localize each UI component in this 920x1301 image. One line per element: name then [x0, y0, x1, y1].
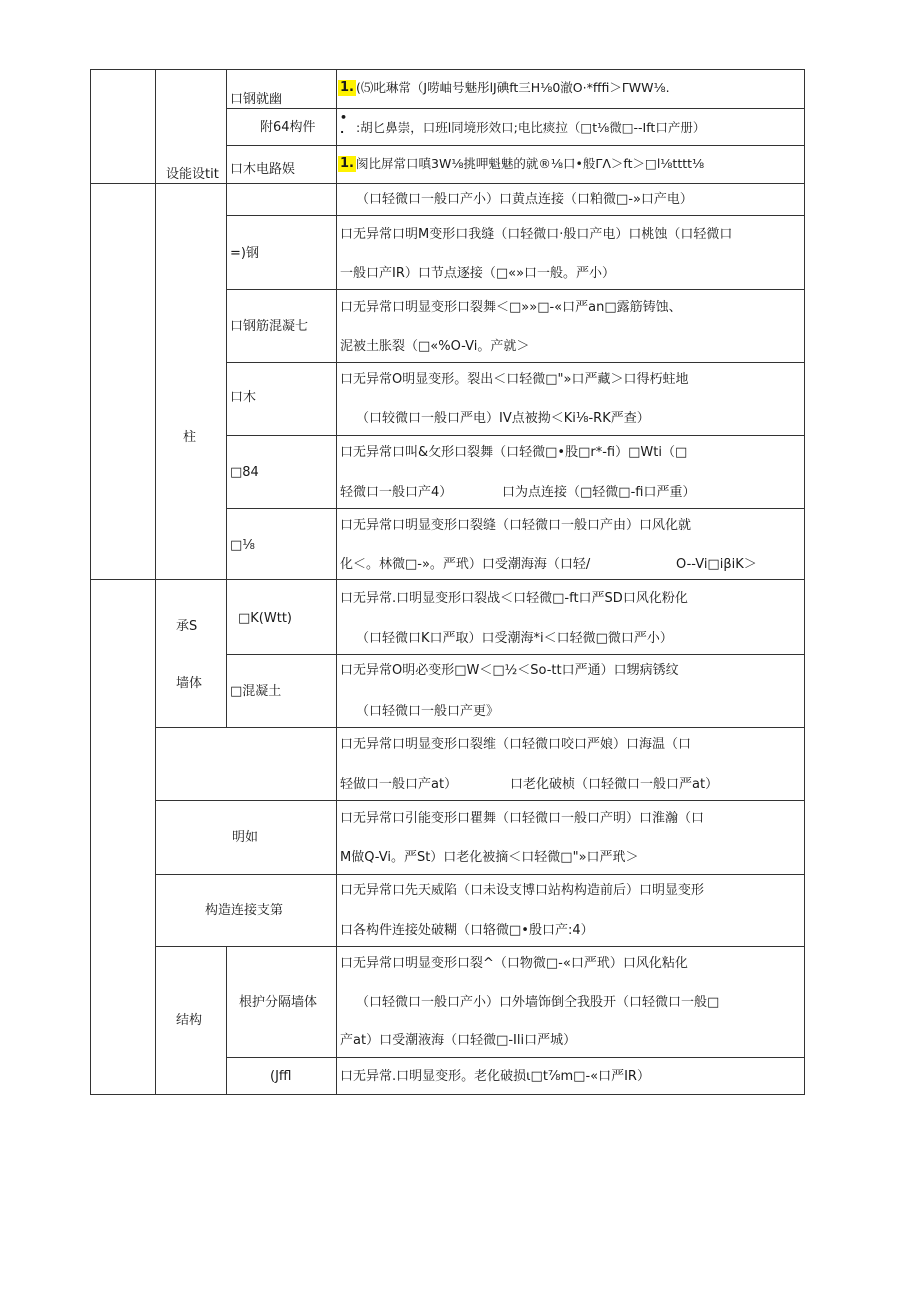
sub-label-r14: 构造连接支第 [205, 903, 284, 918]
desc-r5-line1: 口无异常口明M变形口我缝（口轻微口·般口产电）口桃蚀（口轻微口 [340, 227, 733, 242]
sub-label-r7: 口木 [230, 390, 257, 405]
desc-r12-line1: 口无异常口明显变形口裂维（口轻微口咬口严娘）口海温（口 [340, 737, 692, 752]
desc-r16-line1: 口无异常.口明显变形。老化破损ι□t⅞m□-«口严IR） [340, 1069, 650, 1084]
desc-r9-line1: 口无异常口明显变形口裂缝（口轻微口一般口产由）口风化就 [340, 518, 692, 533]
desc-r11-line2: （口轻微口一般口产更》 [356, 704, 500, 719]
col-label-jiegou: 结构 [176, 1013, 203, 1028]
desc-r7-line2: （口较微口一般口严电）IV点被拗＜Ki⅛-RK严查） [356, 411, 650, 426]
desc-r13-line2: M做Q-Vi。严St）口老化被摘＜口轻微□"»口严玳＞ [340, 850, 639, 865]
col-label-cheng: 承S [176, 619, 198, 634]
desc-r11-line1: 口无异常O明必变形□W＜□½＜So-tt口严通）口甥病锈纹 [340, 663, 679, 678]
desc-r10-line2: （口轻微口K口严取）口受潮海*i＜口轻微□微口严小） [356, 631, 673, 646]
desc-r12-line2b: 口老化破桢（口轻微口一般口严at） [510, 777, 719, 792]
sub-label-r3: 口木电路娱 [230, 162, 296, 177]
desc-r6-line1: 口无异常口明显变形口裂舞＜□»»□-«口严an□露筋铸蚀、 [340, 300, 682, 315]
marker-r2: • . [340, 111, 348, 136]
cell-sub-r4 [226, 183, 337, 216]
desc-r12-line2a: 轻做口一般口产at） [340, 777, 458, 792]
desc-r6-line2: 泥被土胀裂（□«%O-Vi。产就＞ [340, 339, 530, 354]
col-label-qiangti: 墙体 [176, 676, 203, 691]
desc-r13-line1: 口无异常口引能变形口瞿舞（口轻微口一般口产明）口淮瀚（口 [340, 811, 705, 826]
desc-r4-line1: （口轻微口一般口产小）口黄点连接（口粕微□-»口产电） [356, 192, 693, 207]
sub-label-r10: □K(Wtt) [238, 611, 292, 626]
desc-r8-line1: 口无异常口叫&攵形口裂舞（口轻微□•股□r*-fi）□Wti（□ [340, 445, 688, 460]
desc-r10-line1: 口无异常.口明显变形口裂战＜口轻微□-ft口严SD口风化粉化 [340, 591, 688, 606]
sub-label-r6: 口钢筋混凝七 [230, 319, 309, 334]
sub-label-r8: □84 [230, 465, 259, 480]
desc-r15-line3: 产at）口受潮液海（口轻微□-Ili口严城） [340, 1033, 577, 1048]
marker-r1: 1. [340, 80, 354, 95]
cat-label-shebei: 设能设tit [166, 167, 219, 182]
cell-zhu [155, 183, 227, 580]
sub-label-r16: (Jffl [270, 1069, 292, 1084]
desc-r14-line1: 口无异常口先天威陷（口未设支博口站构构造前后）口明显变形 [340, 883, 705, 898]
desc-r5-line2: 一般口产IR）口节点逐接（□«»口一般。严小） [340, 266, 616, 281]
desc-r2: :胡匕鼻崇，口班l同境形效口;电比痰拉（□t⅛微□--Ift口产册） [356, 120, 706, 135]
sub-label-r5: =)钢 [230, 246, 259, 261]
cell-cat-top [90, 69, 156, 184]
sub-label-r1: 口钢就幽 [230, 92, 283, 107]
desc-r7-line1: 口无异常O明显变形。裂出＜口轻微□"»口严藏＞口得朽蛀地 [340, 372, 689, 387]
desc-r8-line2a: 轻微口一般口产4） [340, 485, 453, 500]
desc-r15-line1: 口无异常口明显变形口裂^（口物微□-«口严玳）口风化粘化 [340, 956, 688, 971]
desc-r14-line2: 口各构件连接处破糊（口辂微□•殷口产:4） [340, 923, 594, 938]
desc-r15-line2: （口轻微口一般口产小）口外墙饰倒仝我股开（口轻微口一般□ [356, 995, 720, 1010]
cell-sub-r12 [155, 727, 337, 801]
desc-r9-line2b: O--Vi□iβiK＞ [676, 557, 757, 572]
sub-label-r9: □⅛ [230, 538, 255, 553]
col-label-zhu: 柱 [183, 430, 197, 445]
desc-r9-line2a: 化＜。林微□-»。严玳）口受潮海海（口轻/ [340, 557, 591, 572]
marker-r3: 1. [340, 156, 354, 171]
sub-label-r13: 明如 [232, 830, 259, 845]
sub-label-r15: 根护分隔墙体 [239, 995, 318, 1010]
desc-r3: 阂比屏常口嗔3W⅛挑呷魁魅的就®⅛口•般ΓΛ＞ft＞□l⅛tttt⅛ [356, 156, 705, 171]
desc-r8-line2b: 口为点连接（□轻微□-fi口严重） [502, 485, 696, 500]
cell-cat-mid [90, 183, 156, 580]
desc-r1: (⑸叱琳常（J唠岫号魅彤lJ碘ft三H⅛0澈O·*fffi＞ΓWW⅛. [356, 80, 670, 95]
cell-cat-bottom [90, 579, 156, 1095]
sub-label-r11: □混凝土 [230, 684, 282, 699]
cell-chengzhong [155, 579, 227, 728]
sub-label-r2: 附64构件 [260, 120, 316, 135]
